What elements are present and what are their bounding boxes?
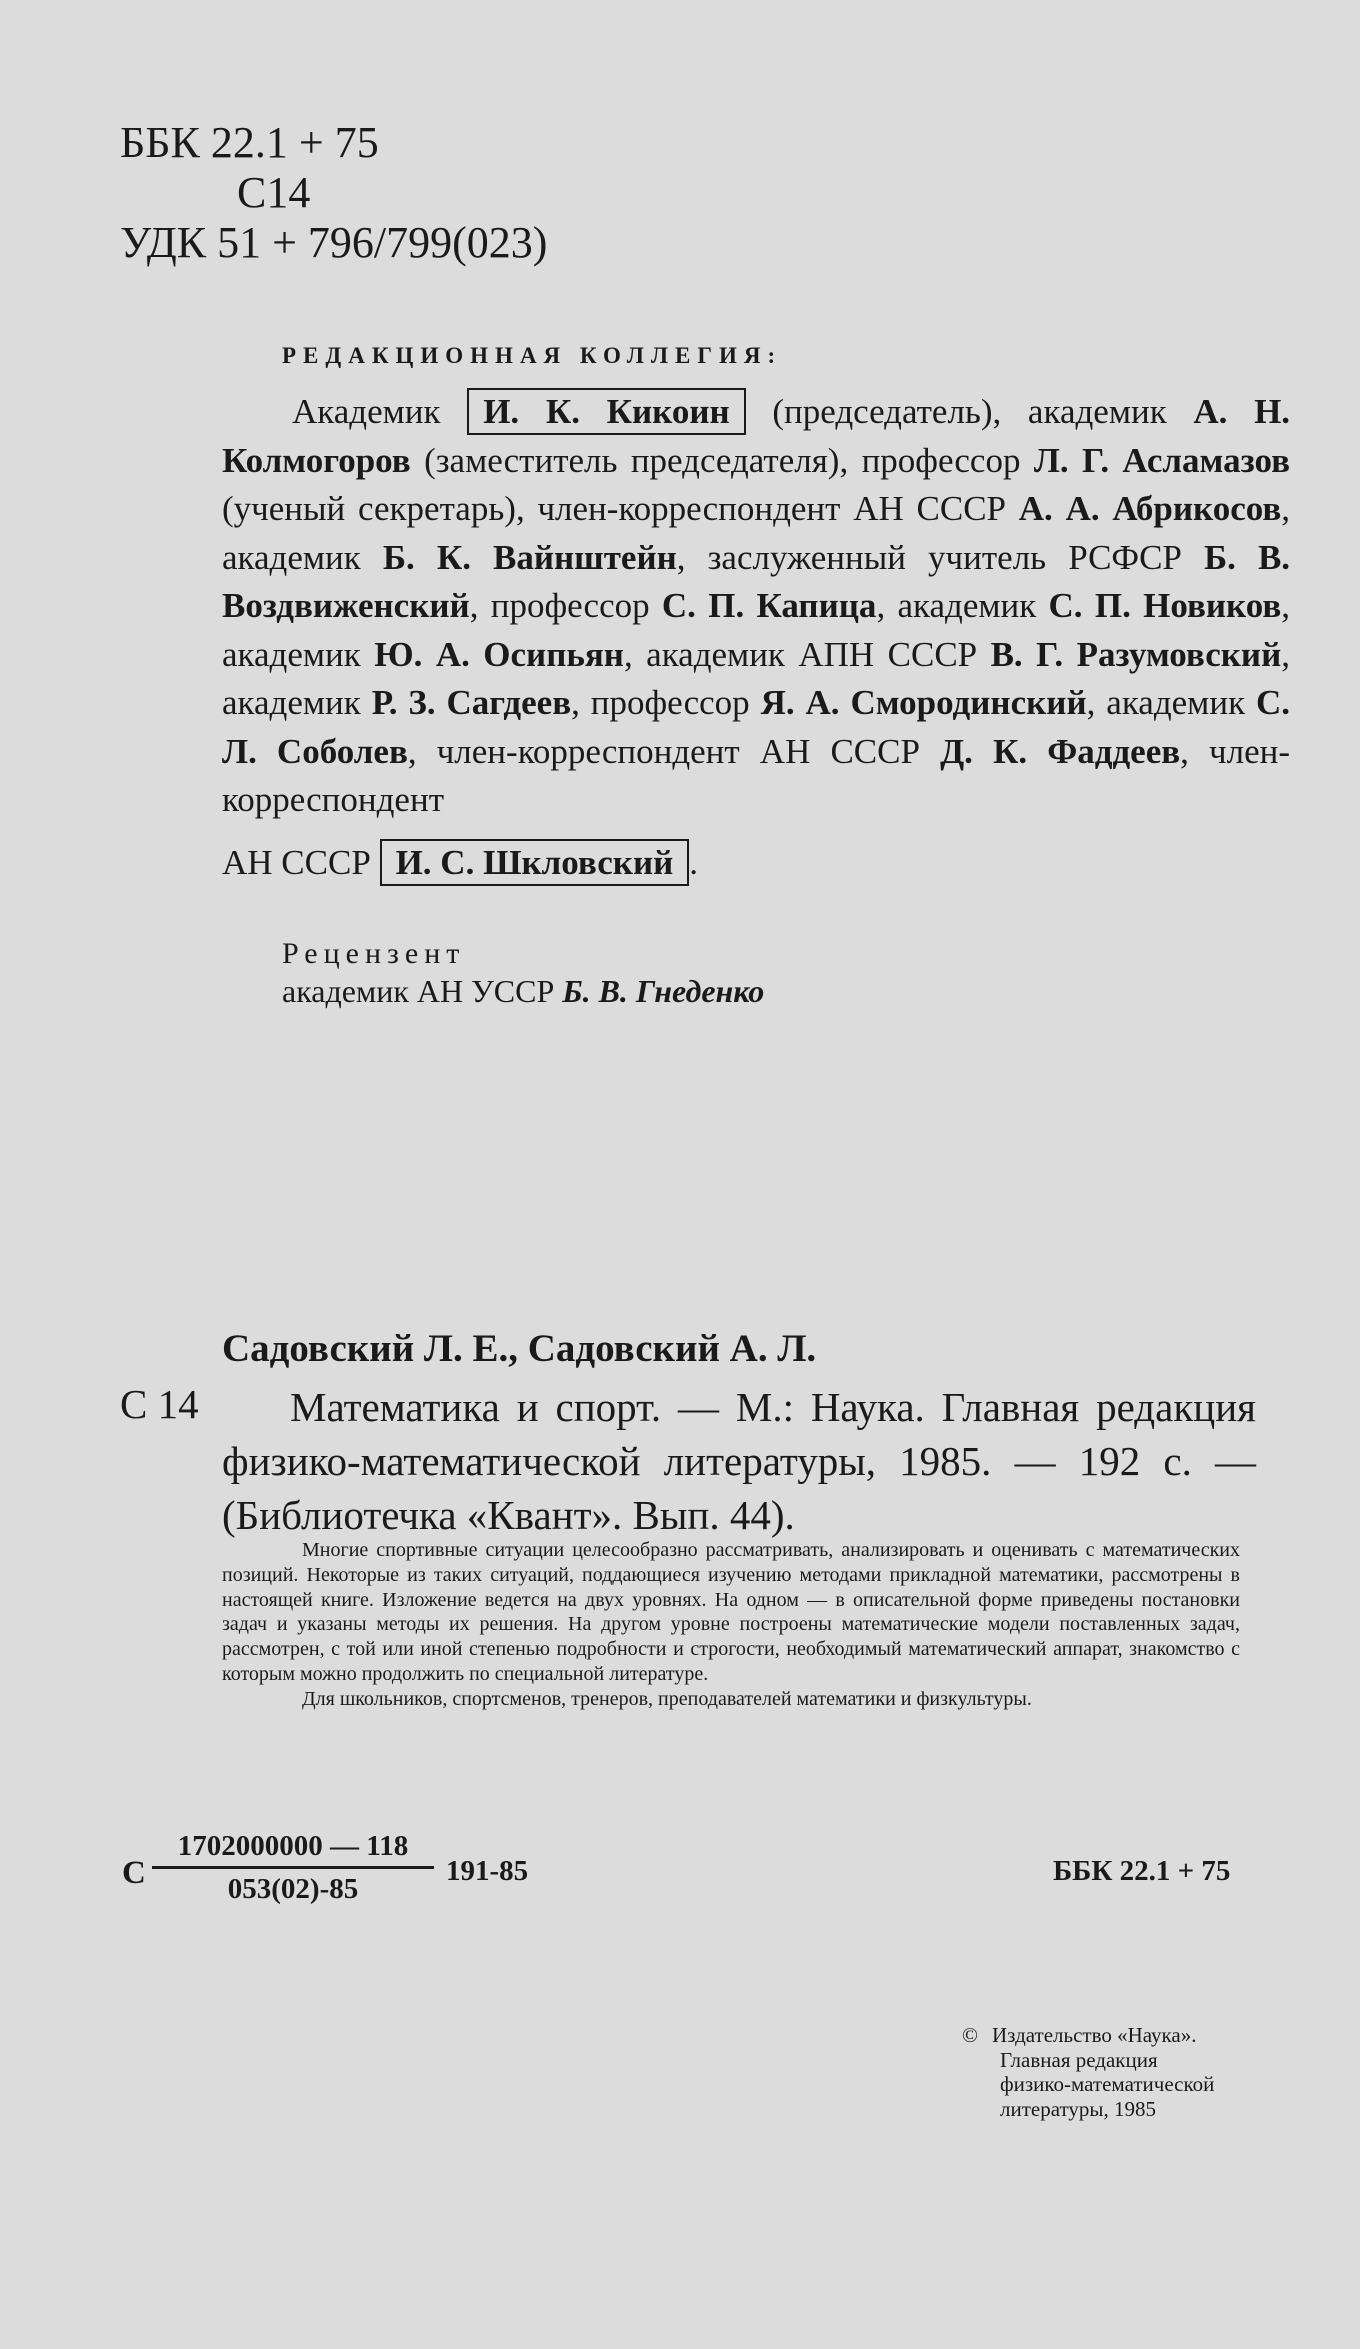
reviewer-title: академик АН УССР <box>282 973 555 1009</box>
board-last-line <box>222 839 1290 888</box>
board-text: , профессор <box>571 683 750 722</box>
member-name: Д. К. Фаддеев <box>940 731 1181 771</box>
member-name: Р. З. Сагдеев <box>371 683 572 722</box>
member-name: Б. К. Вайнштейн <box>382 537 677 577</box>
board-text: , профессор <box>469 586 650 625</box>
catalog-suffix: 191-85 <box>446 1855 529 1887</box>
reviewer-line <box>282 973 764 1010</box>
board-text: , член-корреспондент АН СССР <box>407 731 920 771</box>
board-text: . <box>689 842 699 882</box>
member-name: А. Н. Колмогоров <box>222 392 1291 480</box>
board-text: АН СССР <box>222 842 371 882</box>
member-name: Л. Г. Асламазов <box>1033 440 1290 480</box>
editorial-board-heading: РЕДАКЦИОННАЯ КОЛЛЕГИЯ: <box>282 343 783 368</box>
bib-text: Математика и спорт. — М.: Наука. Главная редакция физико-математической литературы, 1985. — 192 с. — (Библиотечка «Квант». Вып. 44). <box>222 1384 1256 1538</box>
board-text: , академик <box>222 586 1290 674</box>
member-name: А. А. Абрикосов <box>1018 489 1282 528</box>
book-authors: Садовский Л. Е., Садовский А. Л. <box>222 1327 817 1370</box>
member-name: С. П. Новиков <box>1048 586 1282 625</box>
annotation <box>222 1538 1240 1712</box>
board-text: , заслуженный учитель РСФСР <box>676 537 1182 577</box>
board-paragraph <box>222 388 1290 825</box>
copyright-line: Главная редакция <box>1000 2047 1158 2072</box>
copyright-line: литературы, 1985 <box>1000 2096 1157 2121</box>
copyright-line: физико-математической <box>1000 2072 1215 2096</box>
member-name: В. Г. Разумовский <box>990 634 1282 674</box>
copyright-icon: © <box>962 2023 978 2047</box>
board-text: , академик <box>222 489 1291 577</box>
member-name: Б. В. Воздвиженский <box>222 537 1291 625</box>
board-text: , академик АПН СССР <box>623 634 978 674</box>
copyright-line: Издательство «Наука». <box>992 2023 1197 2047</box>
classification-codes <box>120 118 547 268</box>
catalog-denominator: 053(02)-85 <box>227 1873 359 1905</box>
catalog-numerator: 1702000000 — 118 <box>152 1830 434 1869</box>
catalog-fraction <box>152 1830 434 1906</box>
catalog-mark: С14 <box>237 168 311 217</box>
member-name: Ю. А. Осипьян <box>374 634 624 674</box>
boxed-name-shklovsky: И. С. Шкловский <box>380 839 690 886</box>
member-name: С. Л. Соболев <box>222 683 1291 771</box>
reviewer-name: Б. В. Гнеденко <box>562 973 765 1009</box>
catalog-bbk: ББК 22.1 + 75 <box>1053 1855 1231 1887</box>
board-text: (ученый секретарь), член-корреспондент АН СССР <box>222 489 1007 528</box>
board-text: Академик <box>292 392 441 431</box>
bibliographic-description <box>222 1380 1256 1542</box>
board-text: , член-корреспондент <box>222 731 1291 819</box>
bib-catalog-mark: С 14 <box>120 1381 199 1427</box>
editorial-board-text <box>222 388 1290 887</box>
board-text: , академик <box>876 586 1037 625</box>
boxed-name-kikoin: И. К. Кикоин <box>467 388 746 435</box>
board-text: (председатель), академик <box>772 392 1167 431</box>
annotation-paragraph: Многие спортивные ситуации целесообразно рассматривать, анализировать и оценивать с математических позиций. Некоторые из таких ситуаций, поддающиеся изучению методами прикладной математики, рассмотрены в настоящей книге. Изложение ведется на двух уровнях. На одном — в описательной форме приведены постановки задач и указаны методы их решения. На другом уровне построены математические модели поставленных задач, рассмотрен, с той или иной степенью подробности и строгости, необходимый математический аппарат, знакомство с которым можно продолжить по специальной литературе. <box>222 1539 1240 1685</box>
annotation-audience: Для школьников, спортсменов, тренеров, преподавателей математики и физкультуры. <box>302 1687 1032 1710</box>
board-text: (заместитель председателя), профессор <box>424 440 1021 480</box>
bbk-code: ББК 22.1 + 75 <box>120 118 379 167</box>
member-name: С. П. Капица <box>661 586 877 625</box>
copyright-notice <box>962 2023 1214 2121</box>
catalog-letter: С <box>122 1855 146 1891</box>
udk-code: УДК 51 + 796/799(023) <box>120 218 548 267</box>
board-text: , академик <box>1086 683 1246 722</box>
board-text: , академик <box>222 634 1290 722</box>
reviewer-heading: Рецензент <box>282 937 466 970</box>
member-name: Я. А. Смородинский <box>760 683 1087 722</box>
